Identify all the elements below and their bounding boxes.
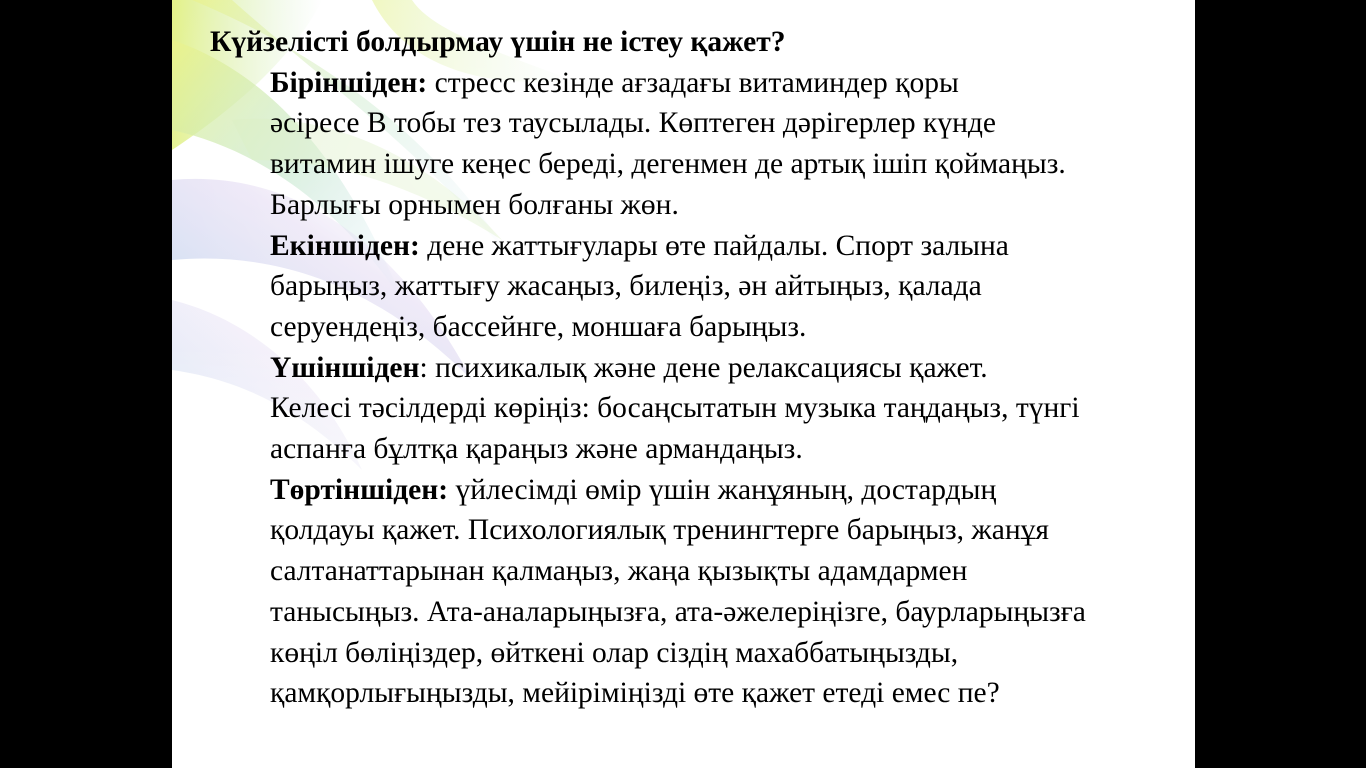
paragraph-line: витамин ішуге кеңес береді, дегенмен де артық ішіп қоймаңыз. — [270, 148, 1066, 181]
slide-title: Күйзелісті болдырмау үшін не істеу қажет? — [210, 26, 786, 58]
paragraph-line: қолдауы қажет. Психологиялық тренингтерге барыңыз, жанұя — [270, 514, 1049, 547]
paragraph-fourth — [210, 470, 1170, 714]
paragraph-line — [210, 226, 1170, 267]
paragraph-lead: Біріншіден: — [270, 66, 428, 99]
paragraph-line: әсіресе В тобы тез таусылады. Көптеген дәрігерлер күнде — [270, 107, 996, 140]
paragraph-line: Барлығы орнымен болғаны жөн. — [270, 188, 679, 221]
paragraph-line: көңіл бөліңіздер, өйткені олар сіздің махаббатыңызды, — [270, 636, 959, 669]
paragraph-second — [210, 226, 1170, 348]
paragraph-text: дене жаттығулары өте пайдалы. Спорт залына — [419, 229, 1009, 262]
slide-text-body — [210, 22, 1170, 714]
paragraph-line — [210, 348, 1170, 389]
paragraph-line: қамқорлығыңызды, мейіріміңізді өте қажет етеді емес пе? — [270, 677, 1000, 710]
paragraph-lead: Төртіншіден: — [270, 473, 449, 506]
paragraph-line: танысыңыз. Ата-аналарыңызға, ата-әжелеріңізге, баурларыңызға — [270, 595, 1086, 628]
paragraph-line — [210, 470, 1170, 511]
paragraph-line: Келесі тәсілдерді көріңіз: босаңсытатын музыка таңдаңыз, түнгі — [270, 392, 1080, 425]
presentation-slide — [172, 0, 1195, 768]
paragraph-line: салтанаттарынан қалмаңыз, жаңа қызықты адамдармен — [270, 555, 968, 588]
paragraph-lead: Екіншіден: — [270, 229, 420, 262]
paragraph-third — [210, 348, 1170, 470]
paragraph-line: барыңыз, жаттығу жасаңыз, билеңіз, ән айтыңыз, қалада — [270, 270, 982, 303]
paragraph-text: стресс кезінде ағзадағы витаминдер қоры — [427, 66, 959, 99]
paragraph-first — [210, 63, 1170, 226]
paragraph-lead: Үшіншіден — [270, 351, 420, 384]
paragraph-line: аспанға бұлтқа қараңыз және армандаңыз. — [270, 433, 803, 466]
paragraph-line: серуендеңіз, бассейнге, моншаға барыңыз. — [270, 310, 807, 343]
paragraph-line — [210, 63, 1170, 104]
paragraph-text: үйлесімді өмір үшін жанұяның, достардың — [448, 473, 997, 506]
paragraph-text: : психикалық және дене релаксациясы қажет. — [419, 351, 988, 384]
